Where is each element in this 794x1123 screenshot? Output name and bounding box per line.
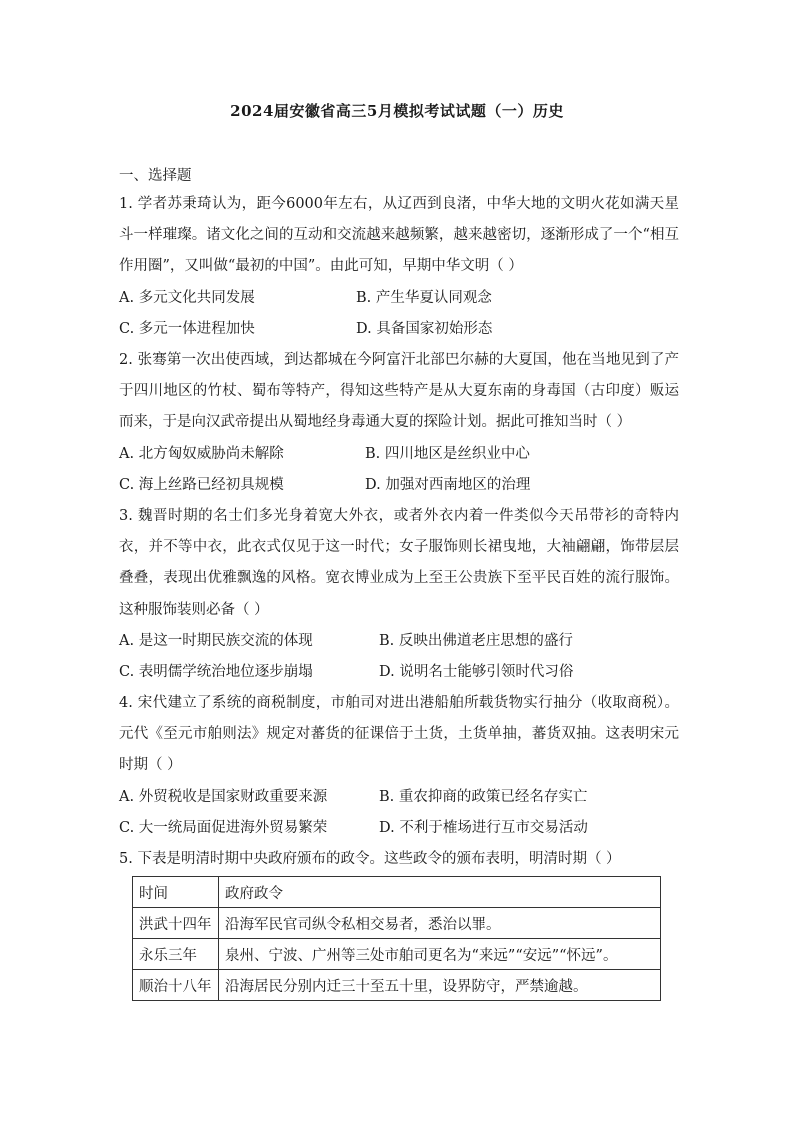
section-heading: 一、选择题 [119,168,192,184]
q4-option-c[interactable]: C. 大一统局面促进海外贸易繁荣 [119,820,328,836]
question-1-stem: 1. 学者苏秉琦认为，距今6000年左右，从辽西到良渚，中华大地的文明火花如满天星斗一样璀璨。诸文化之间的互动和交流越来越频繁，越来越密切，逐渐形成了一个“相互作用圈”，又叫做“最初的中国”。由此可知，早期中华文明（ ） [119,196,679,275]
q4-option-d[interactable]: D. 不利于榷场进行互市交易活动 [379,820,588,836]
q3-option-c[interactable]: C. 表明儒学统治地位逐步崩塌 [119,664,313,680]
q2-option-a[interactable]: A. 北方匈奴威胁尚未解除 [119,446,284,462]
question-3-options [119,626,679,688]
question-3-stem: 3. 魏晋时期的名士们多光身着宽大外衣，或者外衣内着一件类似今天吊带衫的奇特内衣，并不等中衣，此衣式仅见于这一时代；女子服饰则长裙曳地，大袖翩翩，饰带层层叠叠，表现出优雅飘逸的风格。宽衣博业成为上至王公贵族下至平民百姓的流行服饰。这种服饰装则必备（ ） [119,508,679,618]
table-cell: 顺治十八年 [133,970,219,1001]
table-cell: 洪武十四年 [133,908,219,939]
table-cell: 永乐三年 [133,939,219,970]
q1-option-b[interactable]: B. 产生华夏认同观念 [356,290,492,306]
table-cell: 沿海军民官司纵令私相交易者，悉治以罪。 [219,908,661,939]
question-4-options [119,782,679,844]
q1-option-a[interactable]: A. 多元文化共同发展 [119,290,255,306]
q4-option-b[interactable]: B. 重农抑商的政策已经名存实亡 [379,789,588,805]
question-2-stem: 2. 张骞第一次出使西域，到达都城在今阿富汗北部巴尔赫的大夏国，他在当地见到了产于四川地区的竹杖、蜀布等特产，得知这些特产是从大夏东南的身毒国（古印度）贩运而来，于是向汉武帝提出从蜀地经身毒通大夏的探险计划。据此可推知当时（ ） [119,352,679,431]
q2-option-d[interactable]: D. 加强对西南地区的治理 [365,477,531,493]
question-2-options [119,439,679,501]
table-header-cell: 时间 [133,877,219,908]
q1-option-d[interactable]: D. 具备国家初始形态 [356,321,493,337]
q2-option-c[interactable]: C. 海上丝路已经初具规模 [119,477,284,493]
q3-option-a[interactable]: A. 是这一时期民族交流的体现 [119,633,313,649]
q3-option-d[interactable]: D. 说明名士能够引领时代习俗 [379,664,574,680]
question-1-options [119,283,679,345]
question-5-stem: 5. 下表是明清时期中央政府颁布的政令。这些政令的颁布表明，明清时期（ ） [119,851,621,867]
q4-option-a[interactable]: A. 外贸税收是国家财政重要来源 [119,789,328,805]
table-cell: 沿海居民分别内迁三十至五十里，设界防守，严禁逾越。 [219,970,661,1001]
table-row [133,970,661,1001]
table-row [133,939,661,970]
q1-option-c[interactable]: C. 多元一体进程加快 [119,321,255,337]
table-row [133,908,661,939]
exam-title: 2024届安徽省高三5月模拟考试试题（一）历史 [230,102,564,120]
q2-option-b[interactable]: B. 四川地区是丝织业中心 [365,446,530,462]
table-cell: 泉州、宁波、广州等三处市舶司更名为“来远”“安远”“怀远”。 [219,939,661,970]
table-header-row [133,877,661,908]
question-4-stem: 4. 宋代建立了系统的商税制度，市舶司对进出港船舶所载货物实行抽分（收取商税）。元代《至元市舶则法》规定对蕃货的征课倍于土货，土货单抽，蕃货双抽。这表明宋元时期（ ） [119,695,679,774]
q3-option-b[interactable]: B. 反映出佛道老庄思想的盛行 [379,633,573,649]
table-header-cell: 政府政令 [219,877,661,908]
decree-table [132,876,661,1001]
